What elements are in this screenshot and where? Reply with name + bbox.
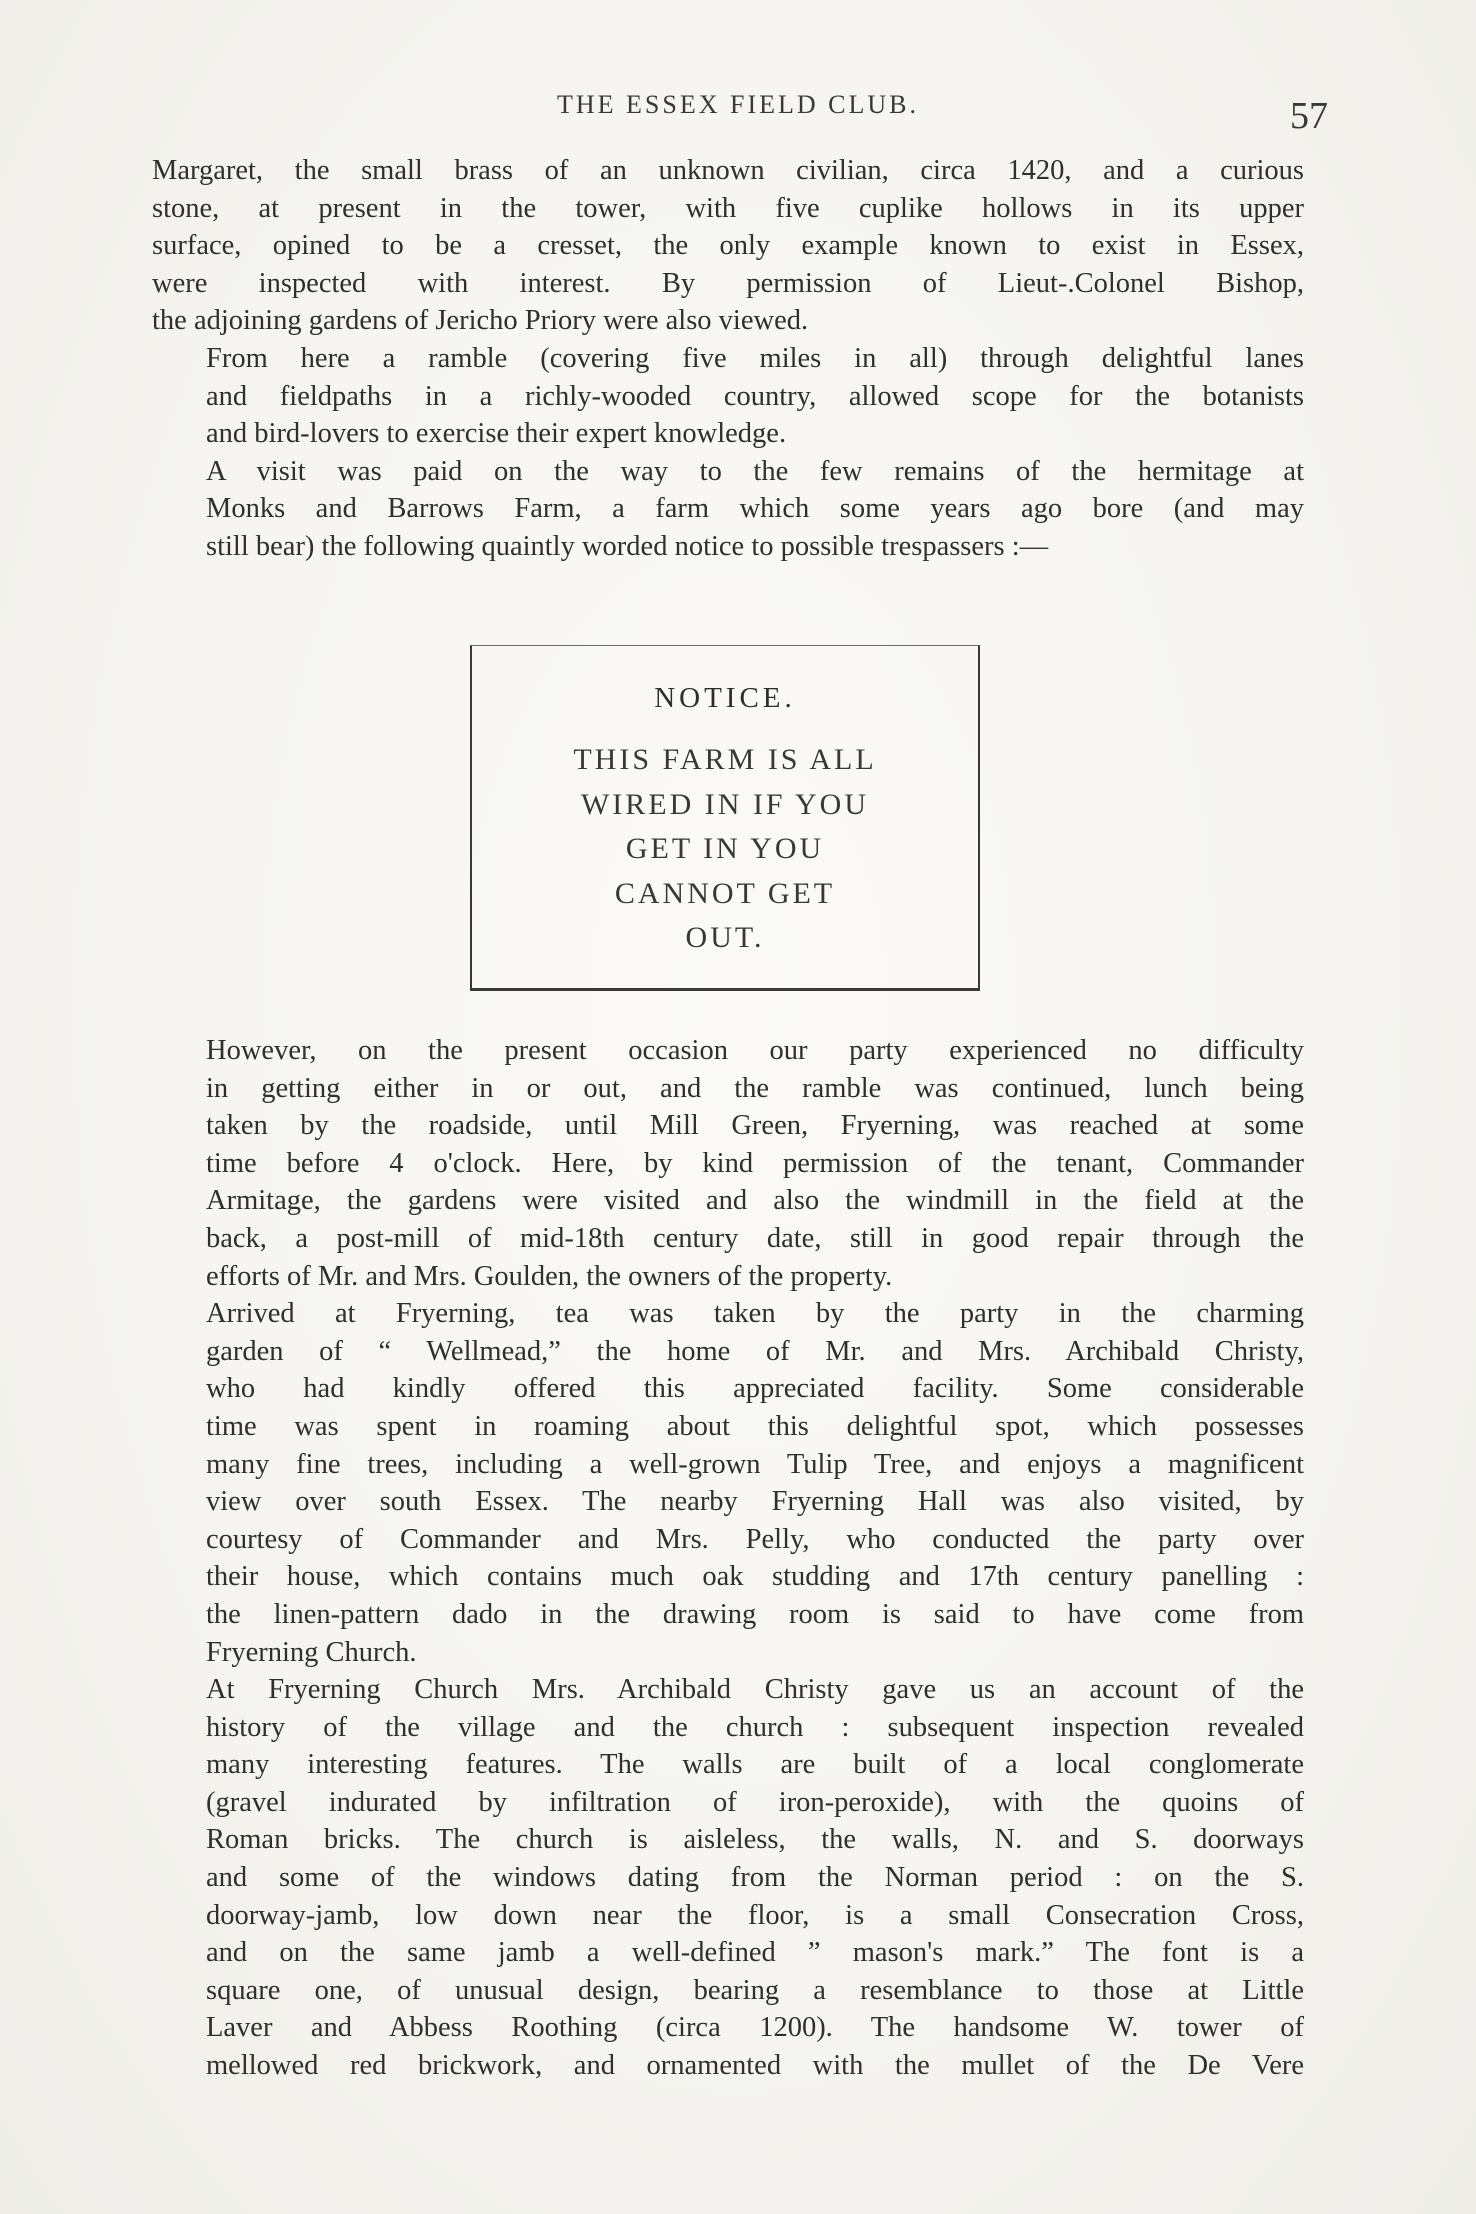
notice-line: WIRED IN IF YOU (580, 787, 870, 821)
text-line: square one, of unusual design, bearing a resemblance to those at Little (206, 1974, 1304, 2006)
text-line: back, a post-mill of mid-18th century date, still in good repair through the (206, 1222, 1304, 1254)
text-line: were inspected with interest. By permission of Lieut-.Colonel Bishop, (152, 267, 1304, 299)
text-line: At Fryerning Church Mrs. Archibald Christy gave us an account of the (206, 1674, 1304, 1706)
text-line: many fine trees, including a well-grown Tulip Tree, and enjoys a magnificent (206, 1448, 1304, 1480)
text-line: who had kindly offered this appreciated facility. Some considerable (206, 1373, 1304, 1405)
text-line: the linen-pattern dado in the drawing room is said to have come from (206, 1598, 1304, 1630)
text-line: and fieldpaths in a richly-wooded country, allowed scope for the botanists (206, 380, 1304, 412)
body-text-bottom (152, 1032, 1304, 2085)
text-line: doorway-jamb, low down near the floor, is a small Consecration Cross, (206, 1899, 1304, 1931)
text-line: Arrived at Fryerning, tea was taken by the party in the charming (206, 1298, 1304, 1330)
text-line: history of the village and the church : subsequent inspection revealed (206, 1711, 1304, 1743)
running-head: THE ESSEX FIELD CLUB. (557, 90, 919, 119)
body-text-top (152, 152, 1304, 566)
text-line: Laver and Abbess Roothing (circa 1200). The handsome W. tower of (206, 2012, 1304, 2044)
paragraph (152, 1032, 1304, 1295)
text-line: in getting either in or out, and the ramble was continued, lunch being (206, 1072, 1304, 1104)
text-line: Margaret, the small brass of an unknown civilian, circa 1420, and a curious (152, 155, 1304, 186)
text-line: Fryerning Church. (206, 1636, 417, 1668)
page-number: 57 (1290, 95, 1328, 137)
text-line: garden of “ Wellmead,” the home of Mr. and Mrs. Archibald Christy, (206, 1335, 1304, 1367)
text-line: and bird-lovers to exercise their expert knowledge. (206, 418, 787, 450)
paragraph (152, 1671, 1304, 2085)
text-line: time was spent in roaming about this delightful spot, which possesses (206, 1410, 1304, 1442)
text-line: many interesting features. The walls are built of a local conglomerate (206, 1749, 1304, 1781)
text-line: Monks and Barrows Farm, a farm which some years ago bore (and may (206, 493, 1304, 525)
notice-line: THIS FARM IS ALL (573, 743, 877, 776)
paragraph (152, 340, 1304, 453)
notice-title: NOTICE. (654, 682, 796, 714)
notice-text (472, 738, 978, 961)
text-line: Armitage, the gardens were visited and also the windmill in the field at the (206, 1185, 1304, 1217)
text-line: mellowed red brickwork, and ornamented with the mullet of the De Vere (206, 2050, 1304, 2082)
text-line: A visit was paid on the way to the few remains of the hermitage at (206, 455, 1304, 487)
text-line: courtesy of Commander and Mrs. Pelly, who conducted the party over (206, 1523, 1304, 1555)
text-line: From here a ramble (covering five miles in all) through delightful lanes (206, 342, 1304, 374)
text-line: their house, which contains much oak studding and 17th century panelling : (206, 1561, 1304, 1593)
text-line: still bear) the following quaintly worded notice to possible trespassers :— (206, 530, 1049, 562)
notice-line: GET IN YOU (625, 832, 825, 865)
text-line: taken by the roadside, until Mill Green, Fryerning, was reached at some (206, 1110, 1304, 1142)
notice-line: OUT. (685, 921, 765, 954)
text-line: Roman bricks. The church is aisleless, the walls, N. and S. doorways (206, 1824, 1304, 1856)
paragraph (152, 152, 1304, 340)
text-line: (gravel indurated by infiltration of iron-peroxide), with the quoins of (206, 1786, 1304, 1818)
text-line: the adjoining gardens of Jericho Priory were also viewed. (152, 305, 809, 337)
text-line: efforts of Mr. and Mrs. Goulden, the owners of the property. (206, 1260, 893, 1292)
text-line: view over south Essex. The nearby Fryerning Hall was also visited, by (206, 1486, 1304, 1518)
text-line: surface, opined to be a cresset, the only example known to exist in Essex, (152, 230, 1304, 262)
text-line: stone, at present in the tower, with five cuplike hollows in its upper (152, 192, 1304, 224)
notice-line: CANNOT GET (614, 876, 836, 910)
paragraph (152, 1295, 1304, 1671)
text-line: However, on the present occasion our party experienced no difficulty (206, 1035, 1304, 1066)
notice-box (470, 645, 980, 991)
text-line: and on the same jamb a well-defined ” mason's mark.” The font is a (206, 1937, 1304, 1969)
paragraph (152, 453, 1304, 566)
text-line: time before 4 o'clock. Here, by kind permission of the tenant, Commander (206, 1147, 1304, 1179)
text-line: and some of the windows dating from the Norman period : on the S. (206, 1862, 1304, 1894)
